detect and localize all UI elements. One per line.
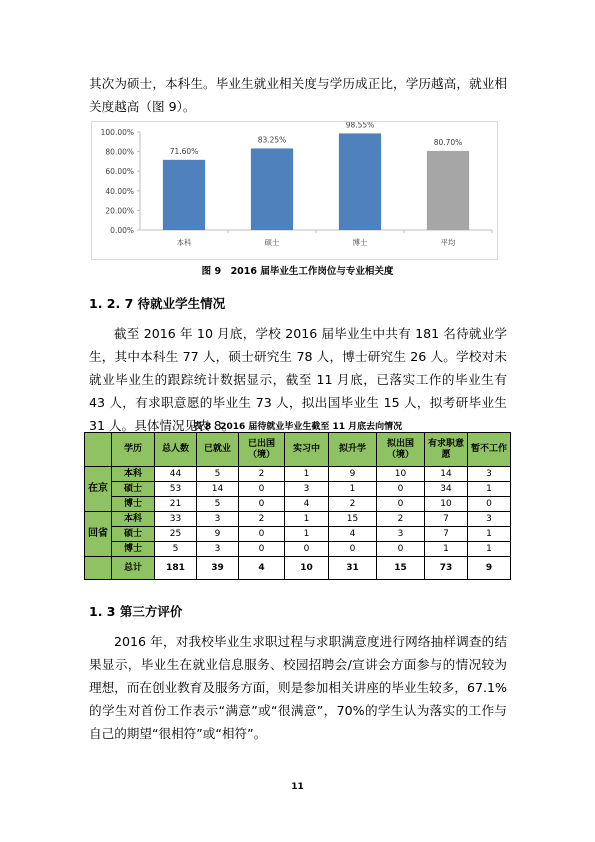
x-category-label: 本科 bbox=[176, 238, 192, 247]
table-cell: 0 bbox=[329, 542, 377, 557]
table-cell: 34 bbox=[425, 482, 468, 497]
bar-value-label: 83.25% bbox=[257, 135, 287, 145]
table-cell: 5 bbox=[197, 497, 239, 512]
bar bbox=[251, 148, 293, 230]
header-cell: 已出国（境） bbox=[239, 433, 285, 467]
total-cell: 181 bbox=[155, 557, 197, 580]
table-cell: 10 bbox=[425, 497, 468, 512]
figure9-caption: 图 9 2016 届毕业生工作岗位与专业相关度 bbox=[201, 266, 394, 277]
table-cell: 1 bbox=[468, 482, 511, 497]
bar-value-label: 71.60% bbox=[169, 146, 199, 156]
table-cell: 0 bbox=[377, 482, 425, 497]
table-cell: 0 bbox=[239, 497, 285, 512]
y-tick-label: 40.00% bbox=[105, 186, 134, 196]
table-cell: 14 bbox=[425, 467, 468, 482]
table-cell: 44 bbox=[155, 467, 197, 482]
section-13-heading: 1. 3 第三方评价 bbox=[89, 604, 183, 619]
bar bbox=[339, 133, 381, 230]
table-cell: 9 bbox=[197, 527, 239, 542]
table-cell: 4 bbox=[329, 527, 377, 542]
header-cell: 已就业 bbox=[197, 433, 239, 467]
table-row bbox=[85, 482, 511, 497]
table-cell: 2 bbox=[239, 512, 285, 527]
table-cell: 3 bbox=[468, 512, 511, 527]
table-cell: 9 bbox=[329, 467, 377, 482]
table-cell: 0 bbox=[377, 542, 425, 557]
header-blank-cell bbox=[85, 433, 112, 467]
section-127-heading: 1. 2. 7 待就业学生情况 bbox=[89, 296, 226, 311]
total-cell: 73 bbox=[425, 557, 468, 580]
table-cell: 0 bbox=[468, 497, 511, 512]
total-cell: 4 bbox=[239, 557, 285, 580]
total-cell: 31 bbox=[329, 557, 377, 580]
degree-cell: 硕士 bbox=[112, 527, 155, 542]
table-row bbox=[85, 497, 511, 512]
total-cell: 9 bbox=[468, 557, 511, 580]
total-group-blank bbox=[85, 557, 112, 580]
bar-value-label: 98.55% bbox=[345, 122, 375, 130]
figure9-chart bbox=[91, 121, 498, 260]
table-cell: 4 bbox=[285, 497, 329, 512]
degree-cell: 本科 bbox=[112, 467, 155, 482]
table-cell: 7 bbox=[425, 512, 468, 527]
table-row bbox=[85, 512, 511, 527]
table-cell: 0 bbox=[239, 527, 285, 542]
table-cell: 1 bbox=[329, 482, 377, 497]
table-cell: 53 bbox=[155, 482, 197, 497]
bar bbox=[163, 160, 205, 230]
total-cell: 10 bbox=[285, 557, 329, 580]
degree-cell: 博士 bbox=[112, 497, 155, 512]
table-cell: 0 bbox=[377, 497, 425, 512]
y-tick-label: 20.00% bbox=[105, 206, 134, 216]
header-cell: 学历 bbox=[112, 433, 155, 467]
header-cell: 拟出国（境） bbox=[377, 433, 425, 467]
table-cell: 3 bbox=[197, 512, 239, 527]
table-cell: 2 bbox=[377, 512, 425, 527]
table-cell: 1 bbox=[468, 527, 511, 542]
degree-cell: 博士 bbox=[112, 542, 155, 557]
y-tick-label: 0.00% bbox=[110, 226, 134, 235]
table-cell: 3 bbox=[197, 542, 239, 557]
group-label: 在京 bbox=[85, 467, 112, 512]
table-cell: 7 bbox=[425, 527, 468, 542]
table-cell: 5 bbox=[155, 542, 197, 557]
total-label: 总计 bbox=[112, 557, 155, 580]
y-tick-label: 80.00% bbox=[105, 147, 134, 157]
y-tick-label: 60.00% bbox=[105, 167, 134, 177]
header-cell: 实习中 bbox=[285, 433, 329, 467]
x-category-label: 硕士 bbox=[264, 238, 280, 247]
table-cell: 5 bbox=[197, 467, 239, 482]
total-cell: 15 bbox=[377, 557, 425, 580]
table-cell: 1 bbox=[285, 467, 329, 482]
section-127-paragraph: 截至 2016 年 10 月底，学校 2016 届毕业生中共有 181 名待就业学生，其中本科生 77 人，硕士研究生 78 人，博士研究生 26 人。学校对未就业毕业生的跟踪统计数据显示，截至 11 月底，已落实工作的毕业生有 43 人，有求职意愿的毕业生 73 人，拟出国毕业生 15 人，拟考研毕业生 31 人。具体情况见表 8。 bbox=[89, 326, 507, 433]
bar bbox=[427, 151, 469, 230]
total-row bbox=[85, 557, 511, 580]
degree-cell: 本科 bbox=[112, 512, 155, 527]
section-13-paragraph: 2016 年，对我校毕业生求职过程与求职满意度进行网络抽样调查的结果显示，毕业生在就业信息服务、校园招聘会/宣讲会方面参与的情况较为理想，而在创业教育及服务方面，则是参加相关讲座的毕业生较多，67.1%的学生对首份工作表示“满意”或“很满意”，70%的学生认为落实的工作与自己的期望“很相符”或“相符”。 bbox=[89, 634, 507, 741]
table-row bbox=[85, 467, 511, 482]
table-cell: 1 bbox=[285, 512, 329, 527]
group-label: 回省 bbox=[85, 512, 112, 557]
table8-header-row bbox=[85, 433, 511, 467]
header-cell: 有求职意愿 bbox=[425, 433, 468, 467]
table-cell: 1 bbox=[425, 542, 468, 557]
x-category-label: 平均 bbox=[440, 238, 456, 247]
degree-cell: 硕士 bbox=[112, 482, 155, 497]
header-cell: 总人数 bbox=[155, 433, 197, 467]
table8 bbox=[84, 432, 511, 580]
table-cell: 2 bbox=[329, 497, 377, 512]
table-cell: 10 bbox=[377, 467, 425, 482]
table-cell: 33 bbox=[155, 512, 197, 527]
table-row bbox=[85, 527, 511, 542]
table-cell: 15 bbox=[329, 512, 377, 527]
table-cell: 1 bbox=[285, 527, 329, 542]
page-number: 11 bbox=[291, 782, 304, 792]
table-cell: 25 bbox=[155, 527, 197, 542]
table-cell: 0 bbox=[285, 542, 329, 557]
bar-value-label: 80.70% bbox=[433, 137, 463, 147]
table8-caption: 表 8 2016 届待就业毕业生截至 11 月底去向情况 bbox=[192, 422, 403, 432]
table-cell: 0 bbox=[239, 542, 285, 557]
table-cell: 14 bbox=[197, 482, 239, 497]
table-cell: 0 bbox=[239, 482, 285, 497]
table-row bbox=[85, 542, 511, 557]
header-cell: 拟升学 bbox=[329, 433, 377, 467]
y-tick-label: 100.00% bbox=[100, 128, 134, 137]
table-cell: 3 bbox=[468, 467, 511, 482]
intro-paragraph: 其次为硕士，本科生。毕业生就业相关度与学历成正比，学历越高，就业相关度越高（图 9）。 bbox=[89, 76, 507, 114]
table-cell: 21 bbox=[155, 497, 197, 512]
bar-chart bbox=[92, 122, 497, 259]
header-cell: 暂不工作 bbox=[468, 433, 511, 467]
total-cell: 39 bbox=[197, 557, 239, 580]
table-cell: 2 bbox=[239, 467, 285, 482]
table-cell: 3 bbox=[285, 482, 329, 497]
x-category-label: 博士 bbox=[352, 238, 368, 247]
table-cell: 1 bbox=[468, 542, 511, 557]
table-cell: 3 bbox=[377, 527, 425, 542]
